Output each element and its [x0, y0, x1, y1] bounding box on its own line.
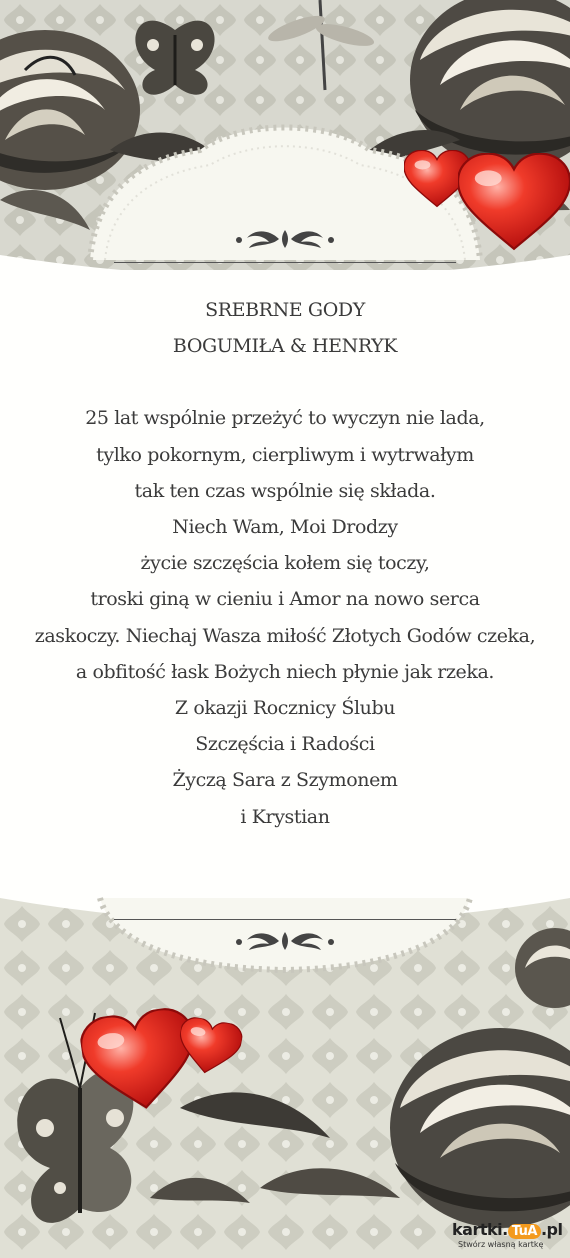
divider-line	[114, 262, 456, 263]
spacer	[20, 364, 550, 400]
brand-tagline: Stwórz własną kartkę	[458, 1240, 544, 1249]
poem-line: troski giną w cieniu i Amor na nowo serca	[90, 588, 480, 611]
poem-line: 25 lat wspólnie przeżyć to wyczyn nie lada,	[85, 407, 485, 430]
poem-line: Z okazji Rocznicy Ślubu	[174, 697, 396, 720]
poem-line: Szczęścia i Radości	[195, 733, 375, 756]
flourish-ornament	[229, 226, 341, 252]
poem-line: Życzą Sara z Szymonem	[172, 769, 398, 792]
greeting-text	[20, 292, 550, 835]
butterfly-illustration	[135, 21, 214, 95]
poem-line: i Krystian	[240, 805, 330, 828]
brand-name: kartki. TuA .pl	[452, 1220, 563, 1239]
divider-line	[114, 919, 456, 920]
poem-line: tak ten czas wspólnie się składa.	[134, 479, 436, 502]
poem-line: zaskoczy. Niechaj Wasza miłość Złotych Godów czeka,	[34, 624, 536, 647]
brand-badge: TuA	[508, 1224, 541, 1239]
heading-line: SREBRNE GODY	[205, 299, 365, 321]
brand-logo[interactable]	[452, 1218, 564, 1254]
poem-line: tylko pokornym, cierpliwym i wytrwałym	[96, 443, 474, 466]
heart-icon	[174, 1015, 245, 1081]
poem-line: a obfitość łask Bożych niech płynie jak rzeka.	[75, 660, 495, 683]
poem-line: życie szczęścia kołem się toczy,	[140, 552, 430, 575]
heart-icon	[458, 153, 570, 255]
flourish-ornament	[229, 928, 341, 954]
poem-line: Niech Wam, Moi Drodzy	[172, 516, 398, 539]
heading-line: BOGUMIŁA & HENRYK	[172, 335, 398, 358]
